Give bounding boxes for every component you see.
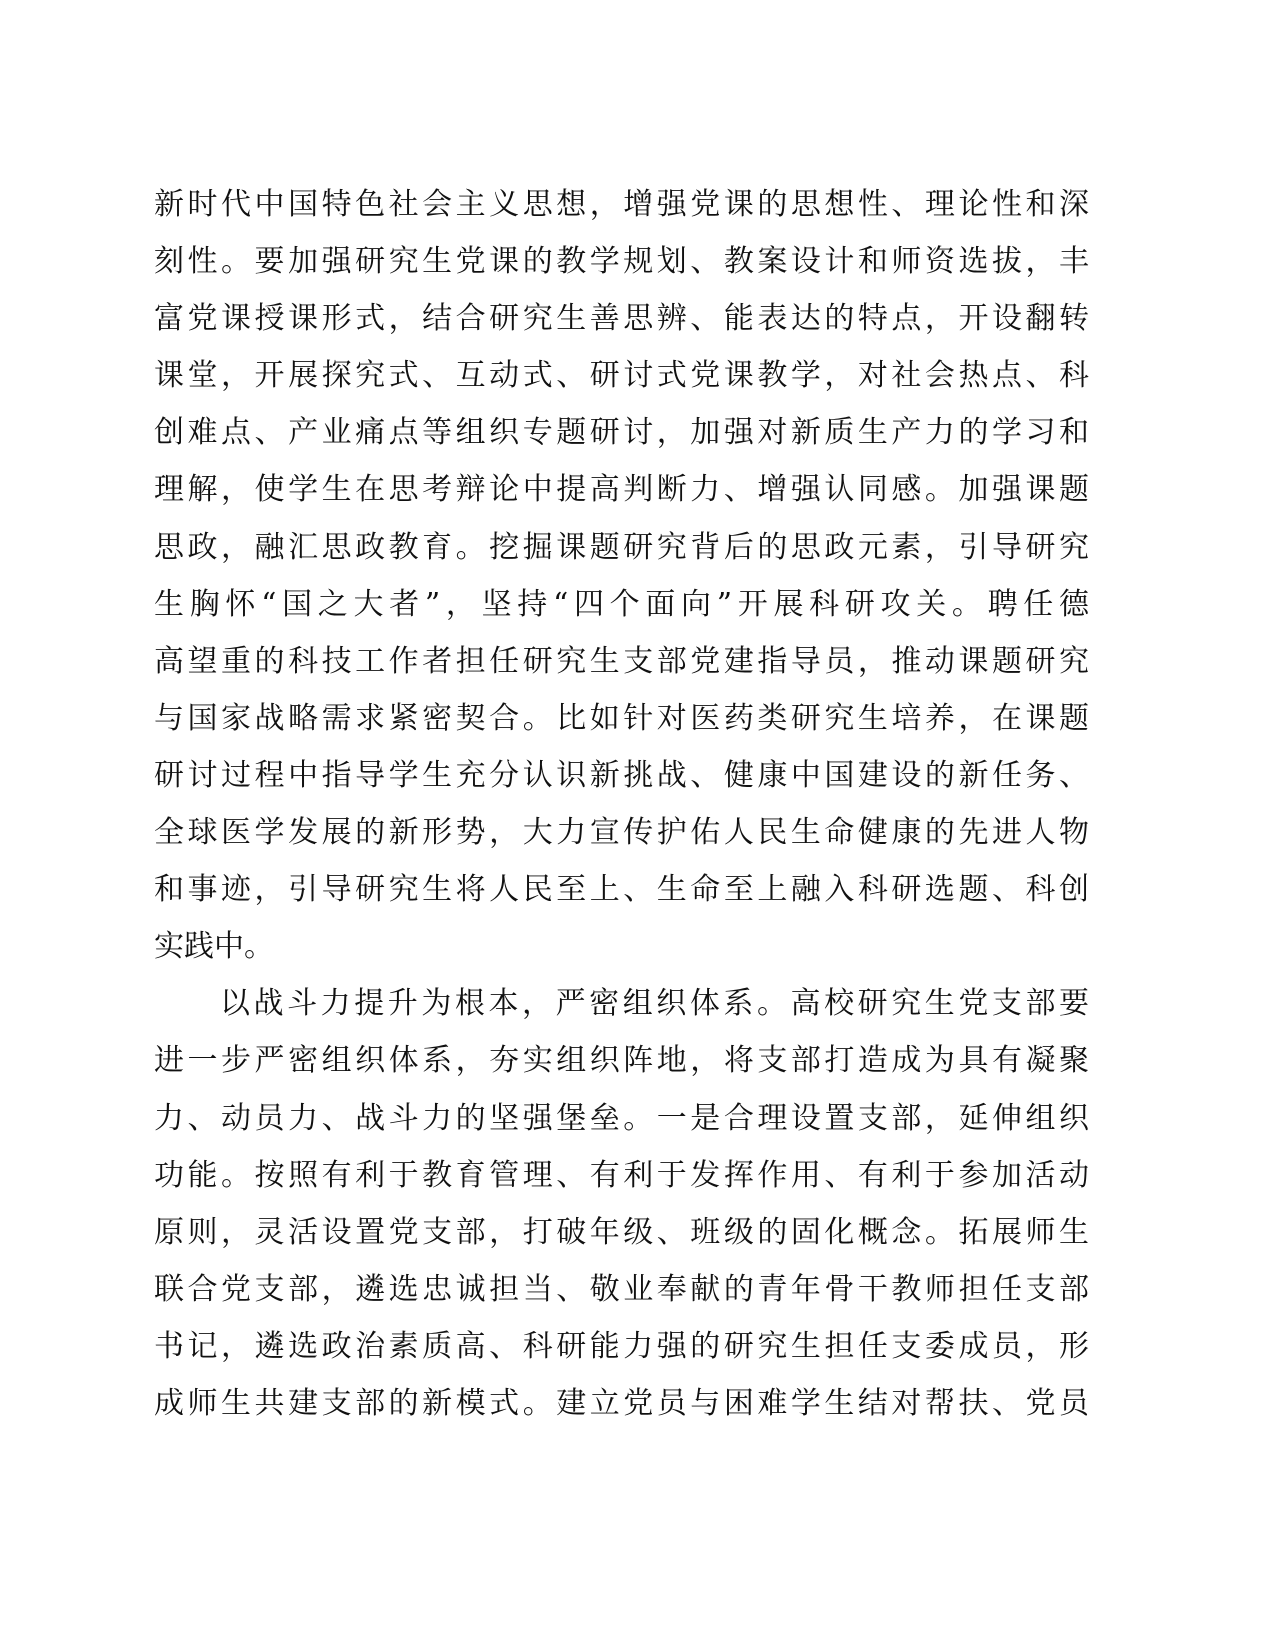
text-line: 刻性。要加强研究生党课的教学规划、教案设计和师资选拔，丰 (154, 244, 1089, 280)
text-line: 研讨过程中指导学生充分认识新挑战、健康中国建设的新任务、 (154, 757, 1089, 793)
text-line: 与国家战略需求紧密契合。比如针对医药类研究生培养，在课题 (154, 700, 1089, 736)
body-text (154, 176, 1089, 1432)
text-line: 实践中。 (154, 929, 274, 965)
text-line: 理解，使学生在思考辩论中提高判断力、增强认同感。加强课题 (154, 472, 1089, 508)
text-line: 创难点、产业痛点等组织专题研讨，加强对新质生产力的学习和 (154, 415, 1089, 451)
text-line: 书记，遴选政治素质高、科研能力强的研究生担任支委成员，形 (154, 1328, 1089, 1364)
text-line: 课堂，开展探究式、互动式、研讨式党课教学，对社会热点、科 (154, 358, 1089, 394)
text-line: 生胸怀“国之大者”，坚持“四个面向”开展科研攻关。聘任德 (154, 586, 1089, 622)
text-line: 原则，灵活设置党支部，打破年级、班级的固化概念。拓展师生 (154, 1214, 1089, 1250)
text-line: 富党课授课形式，结合研究生善思辨、能表达的特点，开设翻转 (154, 301, 1089, 337)
text-line: 新时代中国特色社会主义思想，增强党课的思想性、理论性和深 (154, 187, 1089, 222)
paragraph-1 (154, 176, 1089, 975)
text-line: 联合党支部，遴选忠诚担当、敬业奉献的青年骨干教师担任支部 (154, 1271, 1089, 1307)
text-line: 和事迹，引导研究生将人民至上、生命至上融入科研选题、科创 (154, 872, 1089, 908)
text-line: 成师生共建支部的新模式。建立党员与困难学生结对帮扶、党员 (154, 1385, 1089, 1421)
text-line: 功能。按照有利于教育管理、有利于发挥作用、有利于参加活动 (154, 1157, 1089, 1193)
text-line: 思政，融汇思政教育。挖掘课题研究背后的思政元素，引导研究 (154, 529, 1089, 565)
text-line: 以战斗力提升为根本，严密组织体系。高校研究生党支部要 (220, 986, 1089, 1022)
text-line: 力、动员力、战斗力的坚强堡垒。一是合理设置支部，延伸组织 (154, 1100, 1089, 1136)
text-line: 高望重的科技工作者担任研究生支部党建指导员，推动课题研究 (154, 643, 1089, 679)
paragraph-2 (154, 975, 1089, 1432)
text-line: 全球医学发展的新形势，大力宣传护佑人民生命健康的先进人物 (154, 815, 1089, 851)
text-line: 进一步严密组织体系，夯实组织阵地，将支部打造成为具有凝聚 (154, 1043, 1089, 1079)
